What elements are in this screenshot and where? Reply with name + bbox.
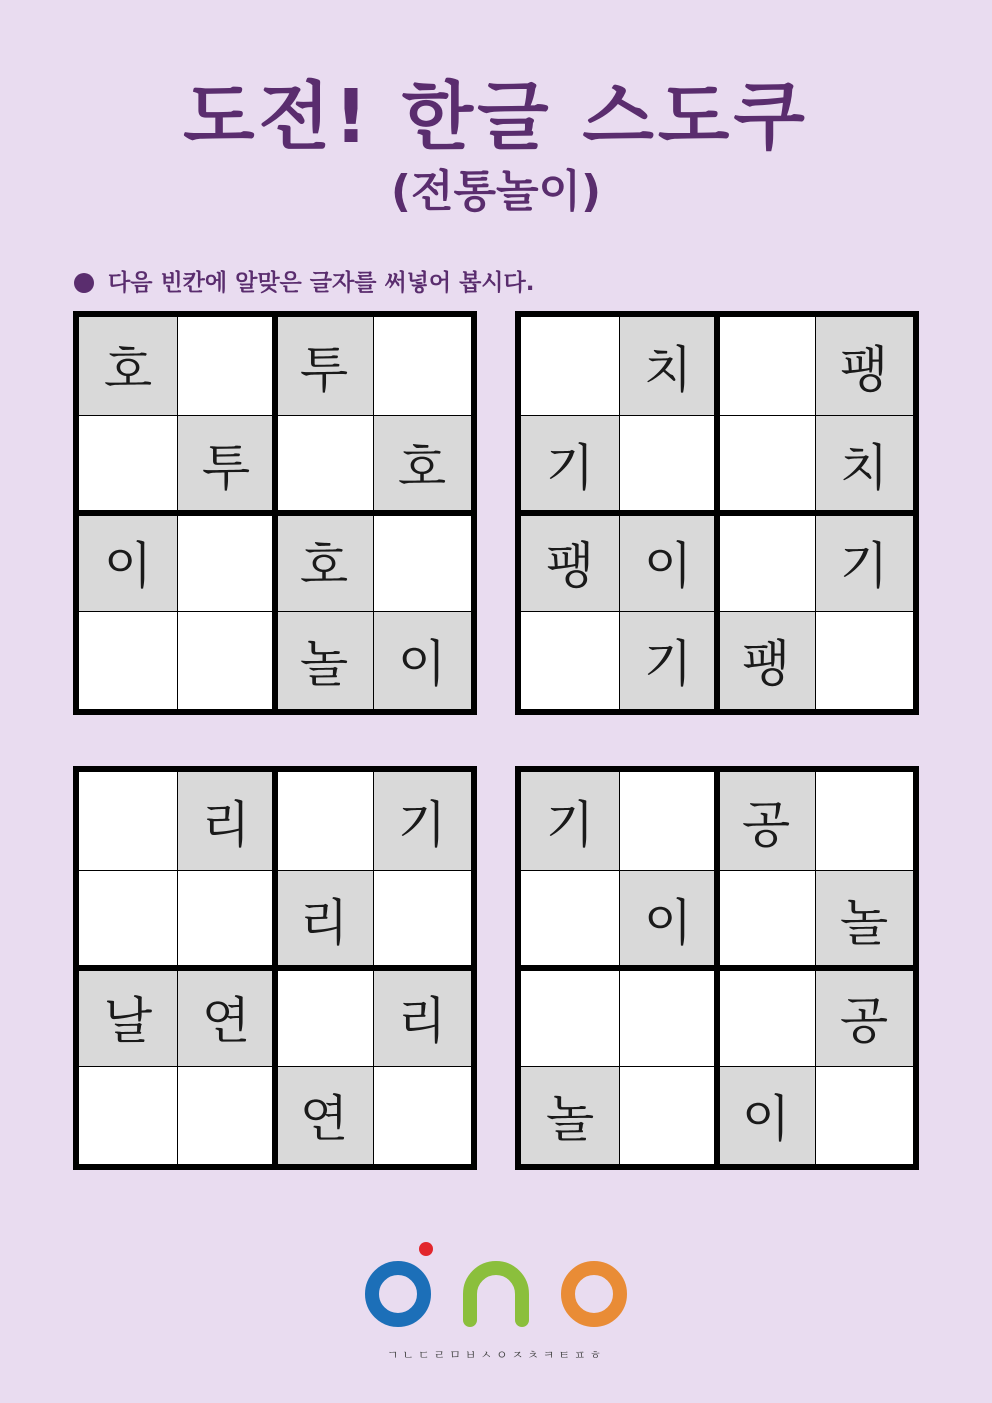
bullet-icon [74,273,94,293]
instruction [74,266,534,300]
given-cell: 연 [275,1066,373,1164]
empty-cell[interactable] [275,772,373,870]
sudoku-grid-2 [515,311,919,715]
empty-cell[interactable] [619,415,717,513]
given-cell: 팽 [717,611,815,709]
empty-cell[interactable] [521,968,619,1066]
given-cell: 이 [717,1066,815,1164]
given-cell: 공 [815,968,913,1066]
given-cell: 공 [717,772,815,870]
box-divider [79,510,471,516]
empty-cell[interactable] [79,415,177,513]
given-cell: 놀 [815,870,913,968]
logo-blue-circle [372,1268,424,1320]
empty-cell[interactable] [717,317,815,415]
given-cell: 호 [275,513,373,611]
empty-cell[interactable] [177,611,275,709]
empty-cell[interactable] [815,772,913,870]
given-cell: 팽 [815,317,913,415]
given-cell: 연 [177,968,275,1066]
empty-cell[interactable] [521,317,619,415]
logo-green-arch [470,1268,522,1320]
given-cell: 기 [521,772,619,870]
given-cell: 호 [79,317,177,415]
given-cell: 놀 [275,611,373,709]
given-cell: 놀 [521,1066,619,1164]
empty-cell[interactable] [275,415,373,513]
empty-cell[interactable] [177,513,275,611]
empty-cell[interactable] [521,611,619,709]
box-divider [521,965,913,971]
sudoku-grid-4 [515,766,919,1170]
given-cell: 이 [373,611,471,709]
given-cell: 리 [177,772,275,870]
empty-cell[interactable] [79,772,177,870]
given-cell: 이 [79,513,177,611]
given-cell: 기 [373,772,471,870]
empty-cell[interactable] [619,968,717,1066]
given-cell: 호 [373,415,471,513]
given-cell: 리 [373,968,471,1066]
empty-cell[interactable] [815,1066,913,1164]
empty-cell[interactable] [79,611,177,709]
instruction-text: 다음 빈칸에 알맞은 글자를 써넣어 봅시다. [108,270,535,296]
empty-cell[interactable] [619,1066,717,1164]
empty-cell[interactable] [177,870,275,968]
empty-cell[interactable] [717,870,815,968]
empty-cell[interactable] [717,968,815,1066]
empty-cell[interactable] [275,968,373,1066]
given-cell: 기 [521,415,619,513]
given-cell: 투 [275,317,373,415]
given-cell: 치 [815,415,913,513]
empty-cell[interactable] [79,870,177,968]
empty-cell[interactable] [177,317,275,415]
empty-cell[interactable] [373,870,471,968]
empty-cell[interactable] [373,317,471,415]
empty-cell[interactable] [619,772,717,870]
logo-orange-circle [568,1268,620,1320]
empty-cell[interactable] [373,1066,471,1164]
given-cell: 이 [619,513,717,611]
empty-cell[interactable] [177,1066,275,1164]
box-divider [79,965,471,971]
empty-cell[interactable] [521,870,619,968]
given-cell: 팽 [521,513,619,611]
empty-cell[interactable] [373,513,471,611]
logo-red-dot [419,1242,433,1256]
page-title: 도전! 한글 스도쿠 [183,74,809,160]
given-cell: 치 [619,317,717,415]
empty-cell[interactable] [717,513,815,611]
box-divider [521,510,913,516]
sudoku-grid-1 [73,311,477,715]
empty-cell[interactable] [717,415,815,513]
sudoku-grid-3 [73,766,477,1170]
given-cell: 이 [619,870,717,968]
empty-cell[interactable] [79,1066,177,1164]
given-cell: 기 [815,513,913,611]
logo-caption: ㄱㄴㄷㄹㅁㅂㅅㅇㅈㅊㅋㅌㅍㅎ [386,1348,606,1362]
given-cell: 날 [79,968,177,1066]
given-cell: 기 [619,611,717,709]
given-cell: 리 [275,870,373,968]
page-subtitle: (전통놀이) [390,166,602,217]
given-cell: 투 [177,415,275,513]
empty-cell[interactable] [815,611,913,709]
